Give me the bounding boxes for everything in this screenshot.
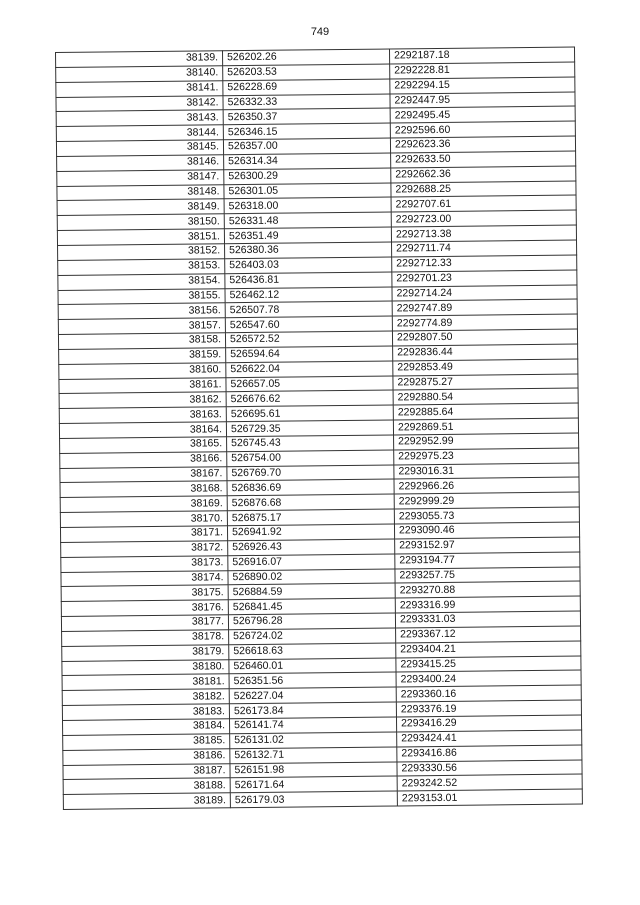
x-coordinate-cell: 526460.01 — [229, 658, 396, 675]
x-coordinate-cell: 526203.53 — [223, 64, 390, 81]
point-id-cell: 38162. — [59, 392, 226, 409]
x-coordinate-cell: 526318.00 — [224, 197, 391, 214]
y-coordinate-cell: 2292723.00 — [391, 210, 576, 227]
y-coordinate-cell: 2292747.89 — [392, 299, 577, 316]
y-coordinate-cell: 2293360.16 — [396, 685, 581, 702]
x-coordinate-cell: 526300.29 — [224, 168, 391, 185]
y-coordinate-cell: 2292623.36 — [390, 136, 575, 153]
x-coordinate-cell: 526301.05 — [224, 183, 391, 200]
coordinates-table-body — [56, 47, 583, 809]
point-id-cell: 38156. — [58, 303, 225, 320]
y-coordinate-cell: 2293367.12 — [396, 626, 581, 643]
y-coordinate-cell: 2293242.52 — [397, 774, 582, 791]
y-coordinate-cell: 2292952.99 — [394, 433, 579, 450]
point-id-cell: 38189. — [63, 793, 230, 810]
x-coordinate-cell: 526836.69 — [227, 479, 394, 496]
point-id-cell: 38158. — [58, 333, 225, 350]
x-coordinate-cell: 526769.70 — [227, 465, 394, 482]
y-coordinate-cell: 2293016.31 — [394, 463, 579, 480]
point-id-cell: 38179. — [62, 644, 229, 661]
x-coordinate-cell: 526171.64 — [230, 776, 397, 793]
point-id-cell: 38178. — [62, 630, 229, 647]
x-coordinate-cell: 526729.35 — [226, 420, 393, 437]
point-id-cell: 38154. — [58, 273, 225, 290]
x-coordinate-cell: 526926.43 — [228, 539, 395, 556]
y-coordinate-cell: 2293153.01 — [397, 789, 582, 806]
point-id-cell: 38167. — [60, 466, 227, 483]
x-coordinate-cell: 526202.26 — [222, 49, 389, 66]
point-id-cell: 38170. — [60, 511, 227, 528]
y-coordinate-cell: 2293416.86 — [397, 745, 582, 762]
y-coordinate-cell: 2292885.64 — [393, 403, 578, 420]
y-coordinate-cell: 2292999.29 — [394, 492, 579, 509]
page-number: 749 — [310, 26, 330, 38]
x-coordinate-cell: 526380.36 — [225, 242, 392, 259]
point-id-cell: 38181. — [62, 674, 229, 691]
y-coordinate-cell: 2293404.21 — [396, 641, 581, 658]
x-coordinate-cell: 526572.52 — [225, 331, 392, 348]
x-coordinate-cell: 526745.43 — [227, 435, 394, 452]
x-coordinate-cell: 526594.64 — [226, 346, 393, 363]
y-coordinate-cell: 2293424.41 — [397, 730, 582, 747]
x-coordinate-cell: 526618.63 — [229, 643, 396, 660]
x-coordinate-cell: 526676.62 — [226, 390, 393, 407]
point-id-cell: 38172. — [61, 541, 228, 558]
point-id-cell: 38187. — [63, 763, 230, 780]
y-coordinate-cell: 2292228.81 — [390, 62, 575, 79]
y-coordinate-cell: 2292711.74 — [392, 240, 577, 257]
x-coordinate-cell: 526179.03 — [230, 791, 397, 808]
point-id-cell: 38149. — [57, 199, 224, 216]
point-id-cell: 38184. — [63, 719, 230, 736]
point-id-cell: 38157. — [58, 318, 225, 335]
y-coordinate-cell: 2292869.51 — [393, 418, 578, 435]
point-id-cell: 38145. — [56, 140, 223, 157]
point-id-cell: 38143. — [56, 110, 223, 127]
point-id-cell: 38183. — [62, 704, 229, 721]
x-coordinate-cell: 526890.02 — [228, 568, 395, 585]
y-coordinate-cell: 2292633.50 — [391, 151, 576, 168]
x-coordinate-cell: 526876.68 — [227, 494, 394, 511]
y-coordinate-cell: 2293330.56 — [397, 760, 582, 777]
x-coordinate-cell: 526941.92 — [227, 524, 394, 541]
y-coordinate-cell: 2293316.99 — [395, 596, 580, 613]
point-id-cell: 38186. — [63, 748, 230, 765]
y-coordinate-cell: 2292975.23 — [394, 448, 579, 465]
y-coordinate-cell: 2293152.97 — [395, 537, 580, 554]
y-coordinate-cell: 2293376.19 — [396, 700, 581, 717]
y-coordinate-cell: 2292966.26 — [394, 478, 579, 495]
point-id-cell: 38165. — [60, 437, 227, 454]
y-coordinate-cell: 2293194.77 — [395, 552, 580, 569]
y-coordinate-cell: 2292880.54 — [393, 388, 578, 405]
point-id-cell: 38168. — [60, 481, 227, 498]
x-coordinate-cell: 526507.78 — [225, 301, 392, 318]
point-id-cell: 38180. — [62, 659, 229, 676]
point-id-cell: 38161. — [59, 377, 226, 394]
y-coordinate-cell: 2292836.44 — [393, 344, 578, 361]
x-coordinate-cell: 526403.03 — [225, 257, 392, 274]
y-coordinate-cell: 2293090.46 — [394, 522, 579, 539]
y-coordinate-cell: 2293400.24 — [396, 670, 581, 687]
point-id-cell: 38139. — [56, 51, 223, 68]
point-id-cell: 38174. — [61, 570, 228, 587]
coordinates-table — [55, 47, 583, 810]
point-id-cell: 38166. — [60, 452, 227, 469]
point-id-cell: 38188. — [63, 778, 230, 795]
x-coordinate-cell: 526754.00 — [227, 450, 394, 467]
point-id-cell: 38141. — [56, 80, 223, 97]
x-coordinate-cell: 526351.56 — [229, 672, 396, 689]
x-coordinate-cell: 526227.04 — [229, 687, 396, 704]
y-coordinate-cell: 2293257.75 — [395, 567, 580, 584]
y-coordinate-cell: 2293331.03 — [395, 611, 580, 628]
point-id-cell: 38144. — [56, 125, 223, 142]
x-coordinate-cell: 526132.71 — [230, 747, 397, 764]
x-coordinate-cell: 526228.69 — [223, 79, 390, 96]
x-coordinate-cell: 526841.45 — [228, 598, 395, 615]
y-coordinate-cell: 2292596.60 — [390, 121, 575, 138]
point-id-cell: 38159. — [59, 348, 226, 365]
x-coordinate-cell: 526350.37 — [223, 108, 390, 125]
y-coordinate-cell: 2292688.25 — [391, 181, 576, 198]
x-coordinate-cell: 526462.12 — [225, 286, 392, 303]
x-coordinate-cell: 526724.02 — [229, 628, 396, 645]
point-id-cell: 38151. — [57, 229, 224, 246]
y-coordinate-cell: 2292495.45 — [390, 106, 575, 123]
y-coordinate-cell: 2293055.73 — [394, 507, 579, 524]
x-coordinate-cell: 526622.04 — [226, 361, 393, 378]
x-coordinate-cell: 526657.05 — [226, 376, 393, 393]
y-coordinate-cell: 2292662.36 — [391, 166, 576, 183]
x-coordinate-cell: 526875.17 — [227, 509, 394, 526]
y-coordinate-cell: 2292774.89 — [392, 314, 577, 331]
point-id-cell: 38169. — [60, 496, 227, 513]
point-id-cell: 38175. — [61, 585, 228, 602]
point-id-cell: 38185. — [63, 734, 230, 751]
y-coordinate-cell: 2292701.23 — [392, 270, 577, 287]
x-coordinate-cell: 526884.59 — [228, 583, 395, 600]
y-coordinate-cell: 2292712.33 — [392, 255, 577, 272]
point-id-cell: 38163. — [59, 407, 226, 424]
point-id-cell: 38155. — [58, 288, 225, 305]
y-coordinate-cell: 2292875.27 — [393, 374, 578, 391]
y-coordinate-cell: 2292713.38 — [391, 225, 576, 242]
y-coordinate-cell: 2292707.61 — [391, 195, 576, 212]
point-id-cell: 38153. — [58, 259, 225, 276]
point-id-cell: 38164. — [59, 422, 226, 439]
x-coordinate-cell: 526173.84 — [229, 702, 396, 719]
point-id-cell: 38150. — [57, 214, 224, 231]
point-id-cell: 38148. — [57, 184, 224, 201]
y-coordinate-cell: 2293270.88 — [395, 581, 580, 598]
x-coordinate-cell: 526332.33 — [223, 94, 390, 111]
x-coordinate-cell: 526331.48 — [224, 212, 391, 229]
y-coordinate-cell: 2293415.25 — [396, 656, 581, 673]
x-coordinate-cell: 526351.49 — [224, 227, 391, 244]
point-id-cell: 38173. — [61, 555, 228, 572]
point-id-cell: 38146. — [57, 155, 224, 172]
point-id-cell: 38182. — [62, 689, 229, 706]
point-id-cell: 38171. — [60, 526, 227, 543]
x-coordinate-cell: 526547.60 — [225, 316, 392, 333]
point-id-cell: 38142. — [56, 95, 223, 112]
y-coordinate-cell: 2292447.95 — [390, 92, 575, 109]
x-coordinate-cell: 526916.07 — [228, 554, 395, 571]
x-coordinate-cell: 526141.74 — [229, 717, 396, 734]
y-coordinate-cell: 2292853.49 — [393, 359, 578, 376]
point-id-cell: 38152. — [58, 244, 225, 261]
x-coordinate-cell: 526436.81 — [225, 272, 392, 289]
x-coordinate-cell: 526346.15 — [223, 123, 390, 140]
y-coordinate-cell: 2292187.18 — [389, 47, 574, 64]
point-id-cell: 38147. — [57, 169, 224, 186]
x-coordinate-cell: 526131.02 — [230, 732, 397, 749]
point-id-cell: 38160. — [59, 362, 226, 379]
x-coordinate-cell: 526151.98 — [230, 761, 397, 778]
y-coordinate-cell: 2292714.24 — [392, 285, 577, 302]
x-coordinate-cell: 526357.00 — [223, 138, 390, 155]
y-coordinate-cell: 2292294.15 — [390, 77, 575, 94]
x-coordinate-cell: 526314.34 — [224, 153, 391, 170]
point-id-cell: 38140. — [56, 66, 223, 83]
y-coordinate-cell: 2292807.50 — [392, 329, 577, 346]
x-coordinate-cell: 526695.61 — [226, 405, 393, 422]
y-coordinate-cell: 2293416.29 — [396, 715, 581, 732]
point-id-cell: 38177. — [61, 615, 228, 632]
point-id-cell: 38176. — [61, 600, 228, 617]
x-coordinate-cell: 526796.28 — [228, 613, 395, 630]
